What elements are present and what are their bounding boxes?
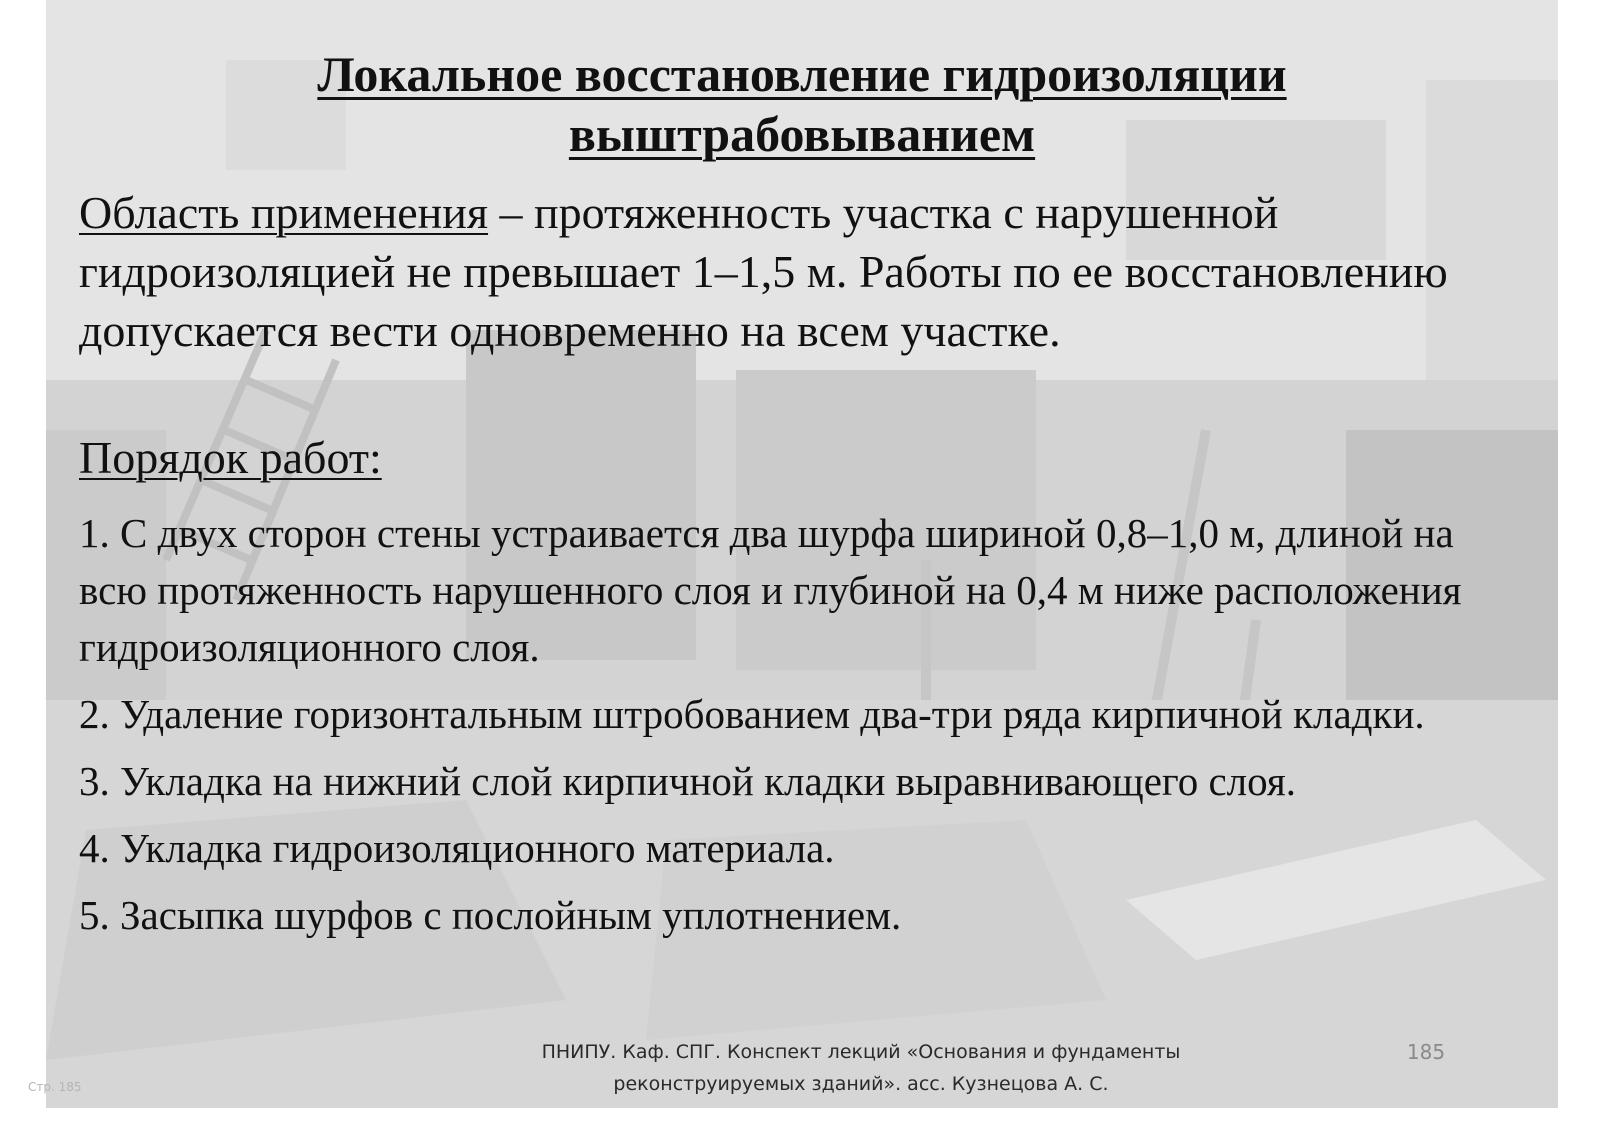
lecture-slide (46, 0, 1558, 1108)
scope-label: Область применения (79, 187, 489, 238)
footer-line2: реконструируемых зданий». асс. Кузнецова А. С. (613, 1073, 1109, 1095)
slide-title (46, 44, 1558, 164)
work-steps-list (79, 505, 1529, 954)
work-step: 3. Укладка на нижний слой кирпичной кладки выравнивающего слоя. (79, 758, 1296, 804)
slide-number: 185 (1406, 1040, 1446, 1064)
order-label: Порядок работ: (79, 432, 382, 483)
scope-text: – протяженность участка с нарушенной гидроизоляцией не превышает 1–1,5 м. Работы по ее восстановлению допускается вести одновременно на всем участке. (79, 187, 1448, 356)
work-step: 5. Засыпка шурфов с послойным уплотнением. (79, 892, 902, 938)
slide-title-line2: выштрабовыванием (568, 106, 1036, 162)
work-step: 1. С двух сторон стены устраивается два шурфа шириной 0,8–1,0 м, длиной на всю протяженность нарушенного слоя и глубиной на 0,4 м ниже расположения гидроизоляционного слоя. (79, 510, 1462, 670)
footer-citation (466, 1036, 1256, 1100)
page-label: Стр. 185 (28, 1080, 82, 1094)
scope-paragraph (79, 183, 1519, 360)
footer-line1: ПНИПУ. Каф. СПГ. Конспект лекций «Основания и фундаменты (541, 1041, 1181, 1063)
work-step: 4. Укладка гидроизоляционного материала. (79, 825, 835, 871)
order-heading (79, 428, 1519, 487)
work-step: 2. Удаление горизонтальным штробованием два-три ряда кирпичной кладки. (79, 691, 1425, 737)
slide-title-line1: Локальное восстановление гидроизоляции (317, 46, 1287, 102)
